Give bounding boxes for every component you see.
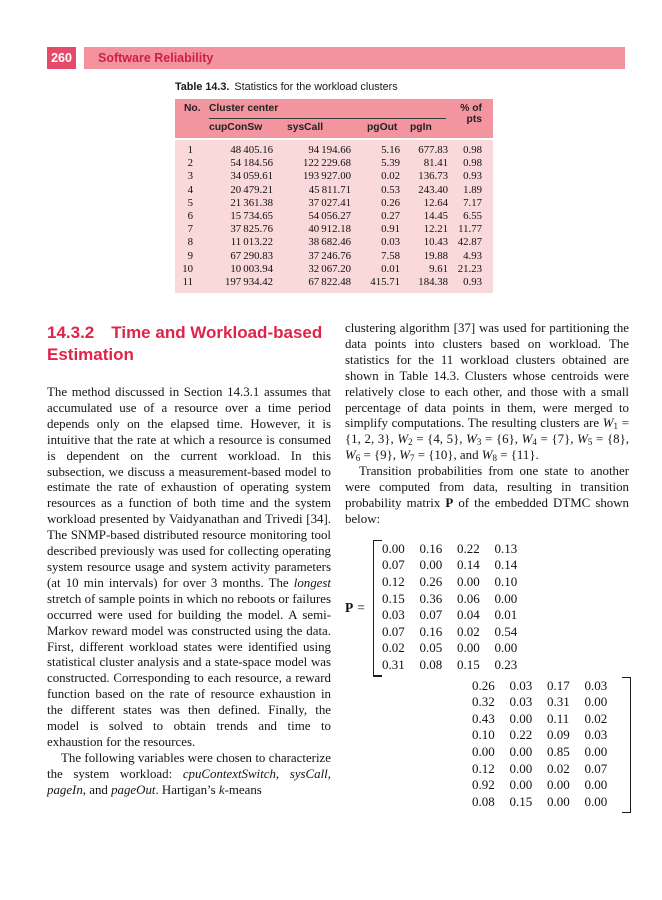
matrix-cell: 0.02 bbox=[382, 640, 405, 656]
matrix-cell: 0.31 bbox=[382, 656, 405, 672]
matrix-cell: 0.36 bbox=[419, 590, 443, 606]
text-run: k bbox=[218, 782, 225, 797]
text-run: of the embedded DTMC shown below: bbox=[345, 495, 629, 526]
matrix-cell: 0.14 bbox=[494, 557, 518, 573]
text-run: 8 bbox=[492, 453, 497, 464]
text-run: 3 bbox=[476, 437, 482, 448]
matrix-cell: 0.00 bbox=[547, 777, 570, 793]
table-cell: 0.98 bbox=[451, 157, 493, 170]
table-cell: 81.41 bbox=[406, 157, 451, 170]
table-cell: 21 361.38 bbox=[205, 196, 283, 209]
text-run: W bbox=[481, 448, 493, 463]
table-cell: 3 bbox=[175, 170, 205, 183]
matrix-cell: 0.00 bbox=[494, 590, 518, 606]
matrix-cell: 0.00 bbox=[584, 743, 608, 759]
table-cell: 67 822.48 bbox=[283, 275, 363, 293]
matrix-cell: 0.03 bbox=[584, 677, 608, 693]
table-row bbox=[175, 157, 493, 170]
table-cell: 45 811.71 bbox=[283, 183, 363, 196]
running-header-bar bbox=[84, 47, 625, 69]
table-row bbox=[175, 236, 493, 249]
text-run: 4 bbox=[532, 437, 537, 448]
text-run: 1 bbox=[613, 421, 619, 432]
table-cell: 677.83 bbox=[406, 139, 451, 157]
text-run: , and bbox=[82, 782, 112, 797]
text-run: The method discussed in Section 14.3.1 assumes that accumulated use of a resource over a time period depends only on the elapsed time. However, it is intuitive that the rate at which a resource is consumed is dependent on the current workload. In this subsection, we discuss a measurement-based model to estimate the rate of exhaustion of operating system resources as a function of both time and the system workload presented by Vaidyanathan and Trivedi [34]. The SNMP-based distributed resource monitoring tool described previously was used for collecting operating system resource usage and system activity parameters (at 10 min intervals) for over 3 months. The bbox=[47, 385, 331, 590]
table-cell: 0.03 bbox=[363, 236, 406, 249]
text-run: 2 bbox=[408, 437, 413, 448]
col-header-cupconsw: cupConSw bbox=[205, 119, 283, 139]
matrix-cell: 0.03 bbox=[584, 727, 608, 743]
left-column bbox=[47, 322, 331, 799]
matrix-cell: 0.00 bbox=[509, 743, 533, 759]
matrix-cell: 0.00 bbox=[494, 640, 518, 656]
table-cell: 94 194.66 bbox=[283, 139, 363, 157]
table-cell: 40 912.18 bbox=[283, 223, 363, 236]
table-cell: 243.40 bbox=[406, 183, 451, 196]
table-cell: 10 bbox=[175, 262, 205, 275]
matrix-cell: 0.15 bbox=[382, 590, 405, 606]
table-cell: 0.02 bbox=[363, 170, 406, 183]
matrix-cell: 0.15 bbox=[509, 793, 533, 809]
matrix-equals: = bbox=[357, 600, 365, 616]
matrix-cell: 0.03 bbox=[382, 607, 405, 623]
table-cell: 0.01 bbox=[363, 262, 406, 275]
table-cell: 0.98 bbox=[451, 139, 493, 157]
table-row bbox=[175, 209, 493, 222]
stats-table bbox=[175, 99, 493, 293]
table-cell: 37 825.76 bbox=[205, 223, 283, 236]
text-run: , bbox=[275, 766, 290, 781]
matrix-cell: 0.00 bbox=[509, 760, 533, 776]
text-run: 7 bbox=[409, 453, 415, 464]
matrix-cell: 0.07 bbox=[584, 760, 608, 776]
text-run: W bbox=[399, 448, 410, 463]
table-cell: 7.17 bbox=[451, 196, 493, 209]
table-cell: 48 405.16 bbox=[205, 139, 283, 157]
text-run: W bbox=[577, 432, 588, 447]
matrix-cell: 0.02 bbox=[457, 623, 480, 639]
col-header-pgout: pgOut bbox=[363, 119, 406, 139]
table-cell: 14.45 bbox=[406, 209, 451, 222]
text-run: = {9}, bbox=[360, 448, 400, 463]
table-cell: 4 bbox=[175, 183, 205, 196]
paragraph-variables bbox=[47, 751, 331, 799]
table-cell: 5.16 bbox=[363, 139, 406, 157]
col-header-pct-of-pts: % of pts bbox=[451, 99, 493, 139]
paragraph-clustering bbox=[345, 321, 629, 464]
table-cell: 54 056.27 bbox=[283, 209, 363, 222]
matrix-cell: 0.10 bbox=[494, 573, 518, 589]
matrix-cell: 0.01 bbox=[494, 607, 518, 623]
table-row bbox=[175, 183, 493, 196]
matrix-cell: 0.92 bbox=[472, 777, 495, 793]
table-cell: 5.39 bbox=[363, 157, 406, 170]
table-cell: 37 027.41 bbox=[283, 196, 363, 209]
table-caption-text: Statistics for the workload clusters bbox=[234, 81, 398, 93]
matrix-cell: 0.00 bbox=[419, 557, 443, 573]
text-run: = {6}, bbox=[481, 432, 522, 447]
table-cell: 415.71 bbox=[363, 275, 406, 293]
table-cell: 0.93 bbox=[451, 170, 493, 183]
table-cell: 37 246.76 bbox=[283, 249, 363, 262]
text-run: W bbox=[466, 432, 477, 447]
matrix-cell: 0.11 bbox=[547, 710, 570, 726]
table-cell: 6.55 bbox=[451, 209, 493, 222]
table-cell: 10.43 bbox=[406, 236, 451, 249]
text-run: = {11}. bbox=[497, 448, 539, 463]
section-title: Time and Workload-based bbox=[111, 323, 323, 342]
matrix-cell: 0.07 bbox=[419, 607, 443, 623]
table-cell: 1 bbox=[175, 139, 205, 157]
table-cell: 10 003.94 bbox=[205, 262, 283, 275]
text-run: cpuContextSwitch bbox=[182, 766, 276, 781]
matrix-cell: 0.04 bbox=[457, 607, 480, 623]
table-cell: 19.88 bbox=[406, 249, 451, 262]
matrix-cell: 0.54 bbox=[494, 623, 518, 639]
table-cell: 0.93 bbox=[451, 275, 493, 293]
table-cell: 5 bbox=[175, 196, 205, 209]
table-row bbox=[175, 249, 493, 262]
table-row bbox=[175, 170, 493, 183]
matrix-cell: 0.00 bbox=[457, 640, 480, 656]
table-cell: 32 067.20 bbox=[283, 262, 363, 275]
matrix-cell: 0.00 bbox=[382, 540, 405, 556]
matrix-cell: 0.43 bbox=[472, 710, 495, 726]
text-run: clustering algorithm [37] was used for partitioning the data points into clusters based on workload. The statistics for the 11 workload clusters obtained are shown in Table 14.3. Clusters whose centroids were relatively close to each other, and those with a small percentage of data points in them, were merged to simplify computations. The resulting clusters are bbox=[345, 321, 629, 431]
text-run: . Hartigan’s bbox=[155, 782, 219, 797]
text-run: = {4, 5}, bbox=[412, 432, 467, 447]
col-header-cluster-center bbox=[205, 99, 451, 119]
matrix-label-p: P bbox=[345, 600, 354, 616]
col-header-cluster-center-label: Cluster center bbox=[209, 101, 446, 119]
table-cell: 12.21 bbox=[406, 223, 451, 236]
text-run: = {1, 2, 3}, bbox=[345, 416, 629, 447]
text-run: sysCall bbox=[289, 766, 328, 781]
matrix-cell: 0.10 bbox=[472, 727, 495, 743]
matrix-cell: 0.00 bbox=[584, 793, 608, 809]
running-header bbox=[47, 47, 625, 69]
table-row bbox=[175, 139, 493, 157]
text-run: W bbox=[345, 448, 356, 463]
paragraph-transition bbox=[345, 464, 629, 528]
matrix-cell: 0.32 bbox=[472, 694, 495, 710]
table-cell: 21.23 bbox=[451, 262, 493, 275]
matrix-block-1 bbox=[373, 540, 532, 677]
matrix-cell: 0.13 bbox=[494, 540, 518, 556]
table-row bbox=[175, 196, 493, 209]
matrix-cell: 0.16 bbox=[419, 540, 443, 556]
table-cell: 42.87 bbox=[451, 236, 493, 249]
matrix-label bbox=[345, 600, 373, 616]
matrix-cell: 0.26 bbox=[419, 573, 443, 589]
table-cell: 67 290.83 bbox=[205, 249, 283, 262]
matrix-cell: 0.22 bbox=[509, 727, 533, 743]
stats-table-header bbox=[175, 99, 493, 139]
text-run: longest bbox=[293, 575, 331, 590]
matrix-cell: 0.00 bbox=[457, 573, 480, 589]
text-run: W bbox=[397, 432, 409, 447]
text-run: = {10}, and bbox=[414, 448, 482, 463]
text-run: -means bbox=[224, 782, 262, 797]
matrix-cell: 0.07 bbox=[382, 623, 405, 639]
table-cell: 7 bbox=[175, 223, 205, 236]
matrix-cell: 0.26 bbox=[472, 677, 495, 693]
col-header-no: No. bbox=[175, 99, 205, 139]
matrix-cell: 0.08 bbox=[419, 656, 443, 672]
matrix-cell: 0.22 bbox=[457, 540, 480, 556]
section-heading bbox=[47, 322, 331, 366]
matrix-cell: 0.07 bbox=[382, 557, 405, 573]
table-cell: 9.61 bbox=[406, 262, 451, 275]
matrix-cell: 0.09 bbox=[547, 727, 570, 743]
matrix-cell: 0.02 bbox=[584, 710, 608, 726]
matrix-cell: 0.05 bbox=[419, 640, 443, 656]
col-header-pgin: pgIn bbox=[406, 119, 451, 139]
matrix-cell: 0.23 bbox=[494, 656, 518, 672]
matrix-block-2 bbox=[472, 677, 631, 814]
matrix-cell: 0.12 bbox=[472, 760, 495, 776]
stats-table-body bbox=[175, 139, 493, 293]
table-caption bbox=[175, 81, 493, 93]
table-cell: 122 229.68 bbox=[283, 157, 363, 170]
table-cell: 9 bbox=[175, 249, 205, 262]
section-number: 14.3.2 bbox=[47, 323, 95, 342]
col-header-syscall: sysCall bbox=[283, 119, 363, 139]
table-cell: 11.77 bbox=[451, 223, 493, 236]
matrix-upper-row bbox=[345, 540, 629, 677]
matrix-cell: 0.85 bbox=[547, 743, 570, 759]
matrix-cell: 0.03 bbox=[509, 694, 533, 710]
text-run: 6 bbox=[355, 453, 361, 464]
matrix-cell: 0.00 bbox=[472, 743, 495, 759]
matrix-cell: 0.00 bbox=[509, 710, 533, 726]
table-cell: 193 927.00 bbox=[283, 170, 363, 183]
table-cell: 6 bbox=[175, 209, 205, 222]
text-run: W bbox=[521, 432, 533, 447]
matrix-cell: 0.03 bbox=[509, 677, 533, 693]
transition-matrix bbox=[345, 540, 629, 814]
table-cell: 11 013.22 bbox=[205, 236, 283, 249]
matrix-cell: 0.08 bbox=[472, 793, 495, 809]
table-cell: 54 184.56 bbox=[205, 157, 283, 170]
table-cell: 1.89 bbox=[451, 183, 493, 196]
table-cell: 4.93 bbox=[451, 249, 493, 262]
matrix-cell: 0.31 bbox=[547, 694, 570, 710]
table-cell: 0.26 bbox=[363, 196, 406, 209]
matrix-cell: 0.12 bbox=[382, 573, 405, 589]
matrix-cell: 0.00 bbox=[509, 777, 533, 793]
matrix-cell: 0.00 bbox=[584, 777, 608, 793]
matrix-cell: 0.00 bbox=[547, 793, 570, 809]
running-title: Software Reliability bbox=[98, 51, 214, 65]
table-cell: 11 bbox=[175, 275, 205, 293]
table-cell: 197 934.42 bbox=[205, 275, 283, 293]
text-run: The following variables were chosen to characterize the system workload: bbox=[47, 750, 331, 781]
table-cell: 7.58 bbox=[363, 249, 406, 262]
matrix-cell: 0.06 bbox=[457, 590, 480, 606]
matrix-cell: 0.15 bbox=[457, 656, 480, 672]
page-number: 260 bbox=[47, 47, 76, 69]
text-run: W bbox=[602, 416, 614, 431]
matrix-cell: 0.00 bbox=[584, 694, 608, 710]
table-row bbox=[175, 275, 493, 293]
table-caption-label: Table 14.3. bbox=[175, 81, 230, 93]
table-cell: 38 682.46 bbox=[283, 236, 363, 249]
section-heading-line1 bbox=[47, 322, 331, 344]
text-run: = {8}, bbox=[592, 432, 630, 447]
matrix-cell: 0.17 bbox=[547, 677, 570, 693]
text-run: = {7}, bbox=[536, 432, 578, 447]
table-cell: 2 bbox=[175, 157, 205, 170]
text-run: , bbox=[327, 766, 331, 781]
table-cell: 8 bbox=[175, 236, 205, 249]
text-run: stretch of sample points in which no reboots or failures occurred were used for building the model. A semi-Markov reward model was constructed using the data. First, different workload states were identified using statistical cluster analysis and a state-space model was constructed. Corresponding to each resource, a reward function based on the rate of resource exhaustion in the different states was then defined. Finally, the model is solved to obtain trends and time to exhaustion for the resources. bbox=[47, 591, 331, 749]
table-cell: 0.53 bbox=[363, 183, 406, 196]
matrix-cell: 0.16 bbox=[419, 623, 443, 639]
text-run: pageOut bbox=[111, 782, 156, 797]
matrix-cell: 0.14 bbox=[457, 557, 480, 573]
table-cell: 34 059.61 bbox=[205, 170, 283, 183]
text-run: P bbox=[445, 495, 454, 510]
text-run: 5 bbox=[587, 437, 593, 448]
matrix-cell: 0.02 bbox=[547, 760, 570, 776]
table-cell: 136.73 bbox=[406, 170, 451, 183]
table-cell: 0.91 bbox=[363, 223, 406, 236]
matrix-lower-row bbox=[472, 677, 629, 814]
table-row bbox=[175, 223, 493, 236]
subheader-row bbox=[175, 119, 493, 139]
text-run: Transition probabilities from one state to another were computed from data, resulting in transition probability matrix bbox=[345, 464, 629, 510]
paragraph-method bbox=[47, 385, 331, 751]
table-cell: 0.27 bbox=[363, 209, 406, 222]
table-cell: 20 479.21 bbox=[205, 183, 283, 196]
table-cell: 15 734.65 bbox=[205, 209, 283, 222]
table-14-3-zone bbox=[175, 81, 493, 293]
right-column bbox=[345, 321, 629, 813]
table-cell: 12.64 bbox=[406, 196, 451, 209]
table-cell: 184.38 bbox=[406, 275, 451, 293]
text-run: pageIn bbox=[47, 782, 83, 797]
table-row bbox=[175, 262, 493, 275]
section-heading-line2: Estimation bbox=[47, 345, 134, 364]
